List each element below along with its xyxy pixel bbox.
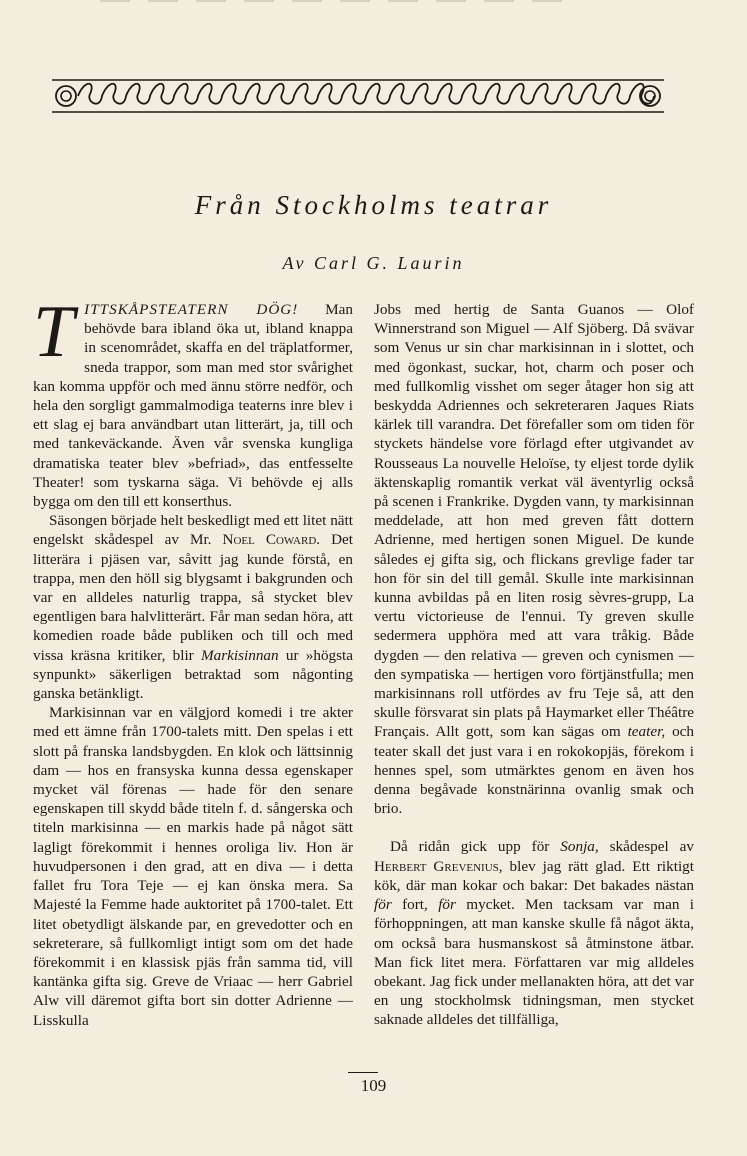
left-column bbox=[33, 291, 354, 1030]
author-name: Noel Coward bbox=[222, 531, 317, 549]
italic-word: för bbox=[438, 896, 456, 914]
author-name: Herbert Grevenius bbox=[374, 857, 499, 875]
top-edge-trace bbox=[100, 0, 580, 4]
paragraph: Markisinnan var en välgjord komedi i tre akter med ett ämne från 1700-talets mitt. Den spelas i ett slott på franska landsbygden. En klok och lättsinnig dam — hos en fransyska kunna dessa egenskaper mycket väl förenas — hade för den senare egenskapen till skydd både titeln f. d. sångerska och titeln markisinna — en markis hade på något sätt lagligt förekommit i hennes oroliga liv. Hon är huvudpersonen i den grad, att en diva — i detta fallet fru Tora Teje — ej kan önska mera. Sa Majesté la Femme hade auktoritet på 1700-talet. Ett litet obetydligt älskande par, en grevedotter och en sekreterare, så fullkomligt intigt som om det hade förekommit i en klassisk pjäs från samma tid, vill kantänka gifta sig. Greve de Vriaac — herr Gabriel Alw vill däremot gifta bort sin dotter Adrienne — Lisskulla bbox=[33, 704, 353, 1029]
paragraph bbox=[33, 291, 353, 511]
scroll-wave-border-icon bbox=[48, 76, 668, 116]
text-run: , blev jag rätt glad. Ett riktigt kök, där man kokar och bakar: Det bakades nästan bbox=[374, 857, 694, 894]
drop-cap: T bbox=[33, 291, 75, 373]
folio-rule bbox=[348, 1072, 378, 1073]
text-run: och teater skall det just vara i en rokokopjäs, förekom i hennes spel, som utmärktes genom en även hos denna begåvade konstnärinna ovanlig smak och brio. bbox=[374, 723, 694, 818]
italic-word: teater, bbox=[627, 723, 666, 741]
page-number: 109 bbox=[360, 1076, 387, 1095]
paragraph bbox=[374, 837, 694, 1029]
article-title: Från Stockholms teatrar bbox=[194, 190, 553, 220]
play-title: Sonja, bbox=[560, 838, 599, 856]
text-run: Jobs med hertig de Santa Guanos — Olof Winnerstrand son Miguel — Alf Sjöberg. Då svävar som Venus ur sin char markisinnan in i slottet, och med ögonkast, suckar, hot, charm och poser och med fullkomlig visshet om seger åtager hon sig att beskydda Adriennes och sekreteraren Jaques Riats kärlek till varandra. Det förefaller som om tiden för styckets händelse vore förlagd efter utgivandet av Rousseaus La nouvelle Heloïse, ty eljest torde dylik äktenskaplig romantik verkat väl äventyrlig också på scenen i Frankrike. Dygden vann, ty markisinnan meddelade, att hon med greven fått dottern Adrienne, med hertigen sonen Miguel. De kunde således ej gifta sig, och flickans grevlige fader tar hon för sin del till gemål. Skulle inte markisinnan kunna avbildas på en liten rosig sèvres-grupp, La vertu victorieuse de l'ennui. Ty greven skulle sedermera upphöra med att vara tråkig. Både dygden — den relativa — greven och cynismen — den sympatiska — hertigen voro förtjänstfulla; men markisinnans roll utfördes av fru Teje så, att den skulle försvarat sin plats på Haymarket eller Théâtre Français. Allt gott, som kan sägas om bbox=[374, 301, 694, 741]
paragraph-text: Man behövde bara ibland öka ut, ibland knappa in scenområdet, skaffa en del träplatformer, sneda trappor, som man med stor svårighet kan komma uppför och med ännu större nedför, och hela den sorgligt gammalmodiga teaterns inre blev i ett slag ej bara användbart utan litterärt, ja, till och med tankeväckande. Även vår svenska kungliga dramatiska teater blev »befriad», das entfesselte Theater! som tyskarna säga. Vi behövde ej alls bygga om den till ett konserthus. bbox=[33, 301, 353, 511]
text-run: mycket. Men tacksam var man i förhoppningen, att man kanske skulle få något äkta, om också bara husmanskost så åtminstone ätbar. Man fick litet mera. Författaren var mig alldeles obekant. Jag fick under mellanakten höra, att det var en ung stockholmsk tidningsman, men stycket saknade alldeles det tillfälliga, bbox=[374, 896, 694, 1029]
play-title: Markisinnan bbox=[200, 646, 279, 664]
paragraph bbox=[33, 511, 353, 703]
article-byline: Av Carl G. Laurin bbox=[282, 253, 465, 273]
paragraph bbox=[374, 300, 694, 818]
italic-word: för bbox=[374, 896, 392, 914]
text-run: Då ridån gick upp för bbox=[390, 838, 561, 856]
wave-scroll-path bbox=[78, 84, 654, 104]
right-column bbox=[374, 300, 694, 1030]
text-run: skådespel av bbox=[598, 838, 694, 856]
text-run: Säsongen började helt beskedligt med ett litet nätt engelskt skådespel av Mr. bbox=[33, 512, 353, 549]
text-run: . Det litterära i pjäsen var, såvitt jag kunde förstå, en trappa, men den höll sig blygsamt i bakgrunden och var en alldeles naturlig trappa, så stycket blev egentligen bara halvlitterärt. Får man sedan höra, att komedien roade både publiken och till och med vissa kräsna kritiker, blir bbox=[33, 531, 354, 664]
lead-caps: ITTSKÅPSTEATERN DÖG! bbox=[84, 301, 299, 318]
text-run: ur »högsta synpunkt» säkerligen betraktad som någonting ganska betänkligt. bbox=[33, 646, 353, 703]
text-run: fort, bbox=[391, 896, 439, 914]
